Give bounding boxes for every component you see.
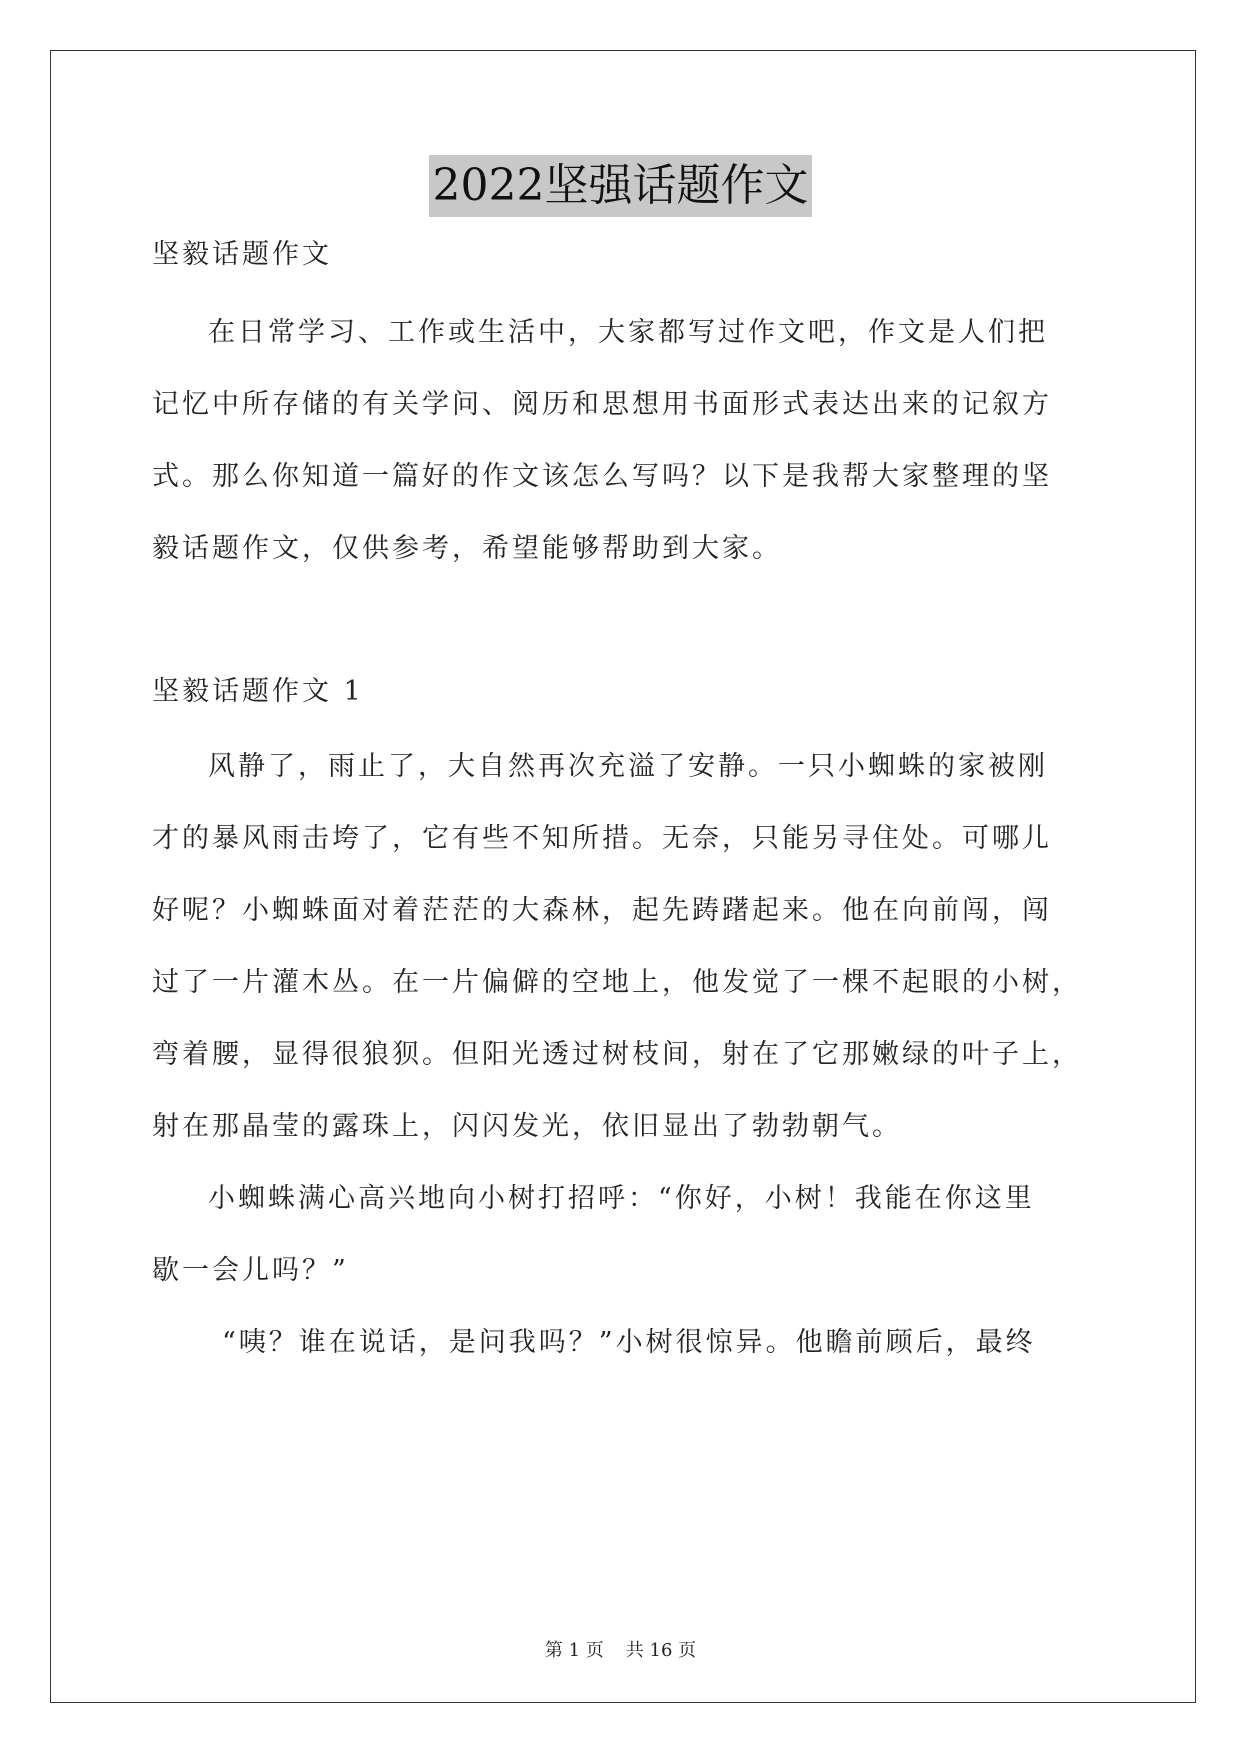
page-footer — [0, 1636, 1241, 1662]
document-title: 2022坚强话题作文 — [429, 155, 813, 217]
page-total: 共 16 页 — [625, 1640, 697, 1661]
paragraph-line: 在日常学习、工作或生活中，大家都写过作文吧，作文是人们把 — [208, 317, 1048, 348]
page-number: 第 1 页 — [544, 1640, 604, 1661]
paragraph-line: 弯着腰，显得很狼狈。但阳光透过树枝间，射在了它那嫩绿的叶子上， — [152, 1039, 1082, 1070]
section-heading: 坚毅话题作文 1 — [152, 676, 364, 707]
paragraph-line: 风静了，雨止了，大自然再次充溢了安静。一只小蜘蛛的家被刚 — [208, 751, 1048, 782]
paragraph-line: 记忆中所存储的有关学问、阅历和思想用书面形式表达出来的记叙方 — [152, 389, 1052, 420]
paragraph-line: 歇一会儿吗？” — [152, 1255, 349, 1286]
paragraph-line: 才的暴风雨击垮了，它有些不知所措。无奈，只能另寻住处。可哪儿 — [152, 823, 1052, 854]
paragraph-line: 过了一片灌木丛。在一片偏僻的空地上，他发觉了一棵不起眼的小树， — [152, 967, 1082, 998]
paragraph-line: 好呢？小蜘蛛面对着茫茫的大森林，起先踌躇起来。他在向前闯，闯 — [152, 895, 1052, 926]
paragraph-line: 毅话题作文，仅供参考，希望能够帮助到大家。 — [152, 533, 782, 564]
paragraph-line: 射在那晶莹的露珠上，闪闪发光，依旧显出了勃勃朝气。 — [152, 1111, 902, 1142]
paragraph-line: “咦？谁在说话，是问我吗？”小树很惊异。他瞻前顾后，最终 — [222, 1327, 1036, 1358]
page-border — [50, 50, 1196, 1703]
title-container — [0, 155, 1241, 217]
section-heading: 坚毅话题作文 — [152, 239, 332, 270]
paragraph-line: 式。那么你知道一篇好的作文该怎么写吗？以下是我帮大家整理的坚 — [152, 461, 1052, 492]
paragraph-line: 小蜘蛛满心高兴地向小树打招呼：“你好，小树！我能在你这里 — [208, 1183, 1035, 1214]
